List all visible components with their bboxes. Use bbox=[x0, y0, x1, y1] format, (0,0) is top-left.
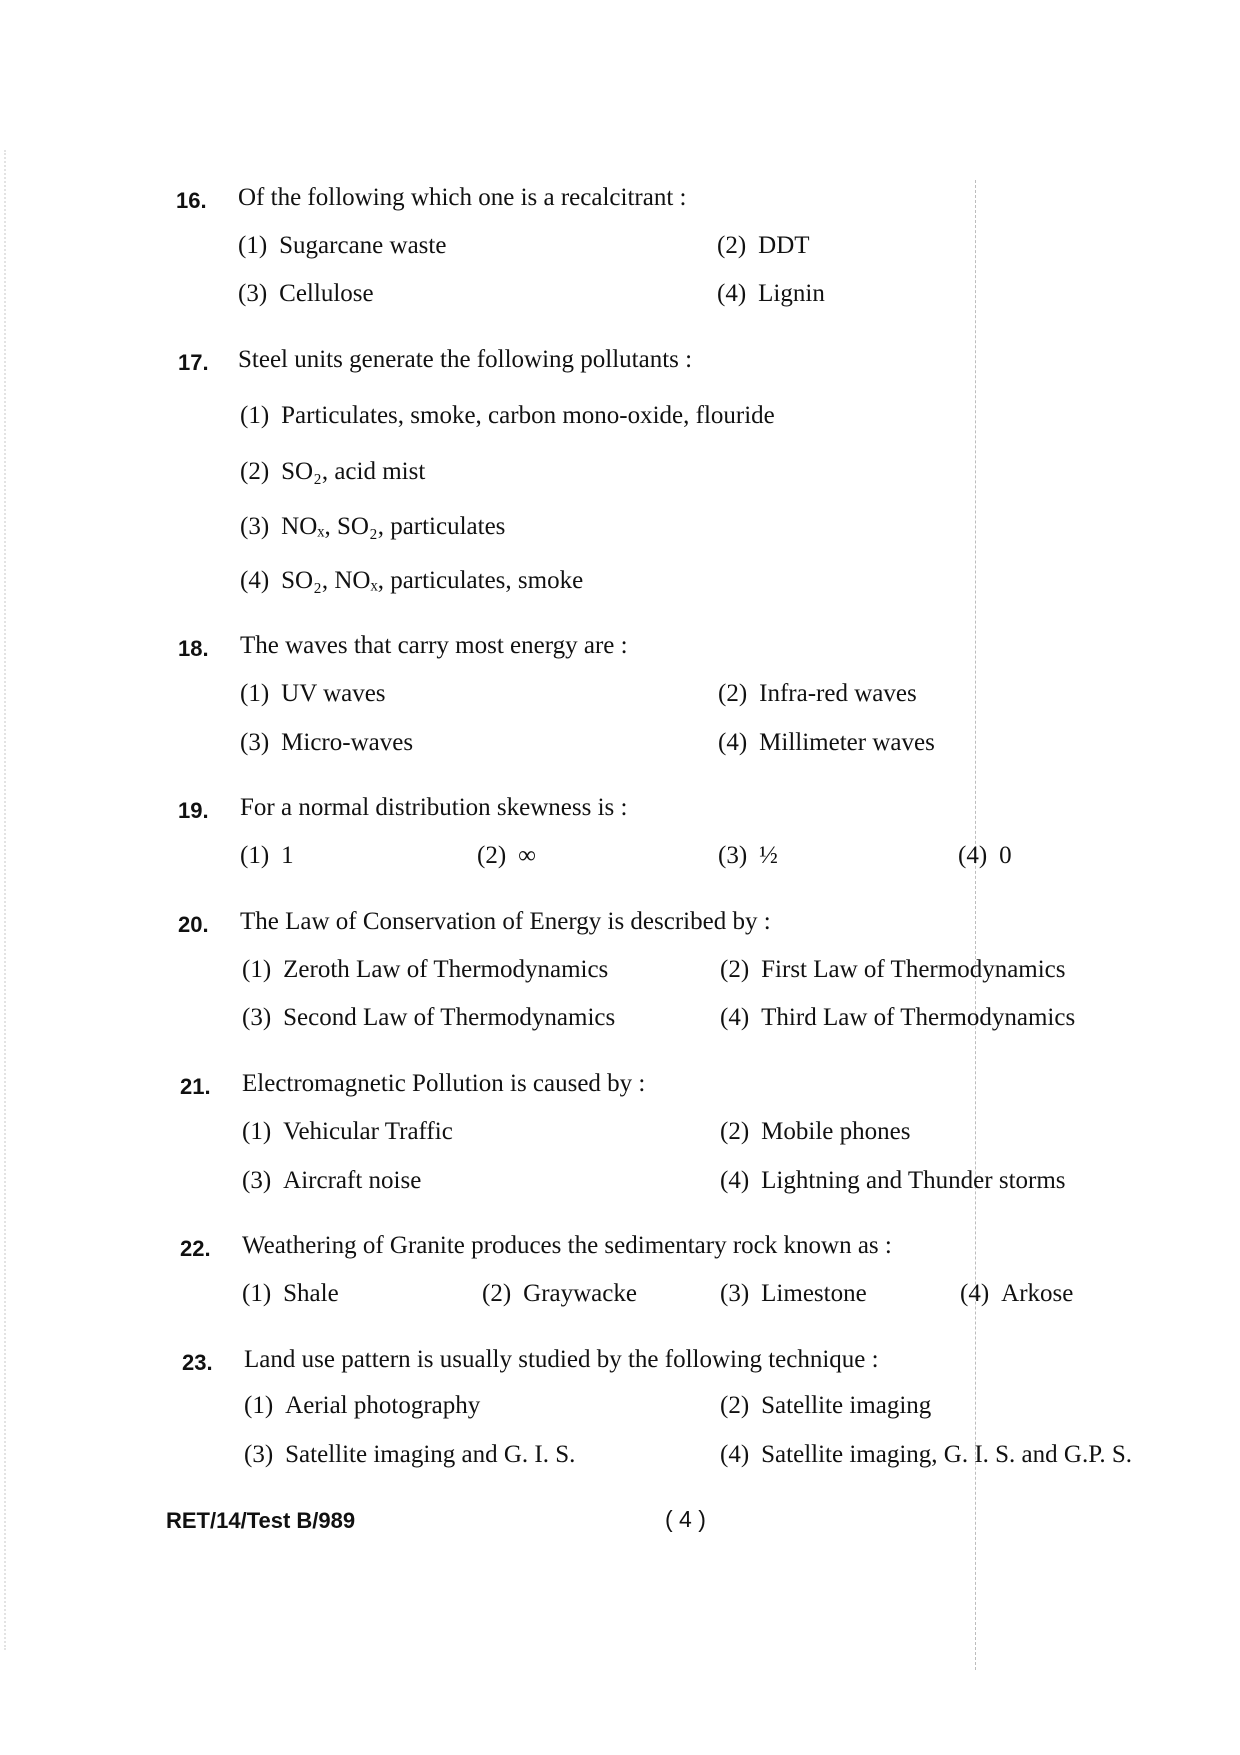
option-text: Satellite imaging bbox=[761, 1392, 932, 1419]
page-number: ( 4 ) bbox=[665, 1506, 706, 1532]
option-text: Third Law of Thermodynamics bbox=[761, 1004, 1076, 1031]
option-text: Micro-waves bbox=[281, 729, 414, 756]
option-2[interactable] bbox=[240, 458, 425, 486]
option-text: Mobile phones bbox=[761, 1118, 911, 1145]
question-number: 18. bbox=[178, 636, 209, 661]
option-number: (4) bbox=[720, 1004, 750, 1031]
option-text: 0 bbox=[999, 842, 1012, 869]
option-text: Particulates, smoke, carbon mono-oxide, flouride bbox=[281, 402, 775, 429]
option-4[interactable] bbox=[960, 1280, 1073, 1308]
option-2[interactable] bbox=[720, 1118, 910, 1146]
option-4[interactable] bbox=[718, 729, 935, 757]
option-3[interactable] bbox=[244, 1441, 575, 1469]
question-20 bbox=[0, 908, 1240, 1031]
option-3[interactable] bbox=[720, 1280, 867, 1308]
option-1[interactable] bbox=[240, 402, 775, 430]
option-number: (4) bbox=[240, 567, 270, 594]
option-number: (3) bbox=[240, 729, 270, 756]
option-number: (4) bbox=[718, 729, 748, 756]
option-1[interactable] bbox=[242, 1118, 453, 1146]
question-number: 21. bbox=[180, 1074, 211, 1099]
option-number: (3) bbox=[240, 513, 270, 540]
question-text: The Law of Conservation of Energy is described by : bbox=[240, 908, 771, 935]
question-text: Steel units generate the following pollutants : bbox=[238, 346, 693, 373]
option-number: (1) bbox=[238, 232, 268, 259]
option-3[interactable] bbox=[240, 513, 505, 541]
question-18 bbox=[0, 632, 1240, 756]
option-4[interactable] bbox=[720, 1441, 1132, 1469]
option-text: Vehicular Traffic bbox=[283, 1118, 453, 1145]
option-number: (4) bbox=[720, 1441, 750, 1468]
question-21 bbox=[0, 1070, 1240, 1194]
option-text: Infra-red waves bbox=[759, 680, 917, 707]
option-text: 1 bbox=[281, 842, 294, 869]
option-4[interactable] bbox=[720, 1167, 1066, 1195]
option-text: NOₓ, SO₂, particulates bbox=[281, 513, 506, 540]
option-number: (2) bbox=[720, 1392, 750, 1419]
option-text: Lignin bbox=[758, 280, 825, 307]
option-text: Satellite imaging and G. I. S. bbox=[285, 1441, 576, 1468]
option-number: (4) bbox=[960, 1280, 990, 1307]
question-text: Weathering of Granite produces the sedimentary rock known as : bbox=[242, 1232, 892, 1259]
option-2[interactable] bbox=[718, 680, 917, 708]
paper-code: RET/14/Test B/989 bbox=[166, 1508, 356, 1533]
option-number: (4) bbox=[720, 1167, 750, 1194]
option-number: (3) bbox=[720, 1280, 750, 1307]
option-2[interactable] bbox=[717, 232, 810, 260]
option-3[interactable] bbox=[238, 280, 374, 308]
option-number: (1) bbox=[240, 402, 270, 429]
question-number: 20. bbox=[178, 912, 209, 937]
option-3[interactable] bbox=[242, 1167, 421, 1195]
option-1[interactable] bbox=[242, 956, 608, 984]
option-number: (4) bbox=[958, 842, 988, 869]
option-text: Limestone bbox=[761, 1280, 867, 1307]
option-number: (2) bbox=[482, 1280, 512, 1307]
option-number: (3) bbox=[718, 842, 748, 869]
option-text: Millimeter waves bbox=[759, 729, 935, 756]
option-1[interactable] bbox=[238, 232, 446, 260]
question-text: Of the following which one is a recalcitrant : bbox=[238, 184, 687, 211]
option-text: ½ bbox=[759, 842, 778, 869]
scan-edge-marks bbox=[4, 150, 6, 1650]
option-2[interactable] bbox=[477, 842, 536, 870]
option-text: Aerial photography bbox=[285, 1392, 481, 1419]
option-text: Zeroth Law of Thermodynamics bbox=[283, 956, 609, 983]
option-4[interactable] bbox=[717, 280, 825, 308]
option-number: (2) bbox=[718, 680, 748, 707]
option-text: Lightning and Thunder storms bbox=[761, 1167, 1066, 1194]
option-number: (2) bbox=[720, 956, 750, 983]
option-text: Second Law of Thermodynamics bbox=[283, 1004, 616, 1031]
question-text: For a normal distribution skewness is : bbox=[240, 794, 628, 821]
option-number: (1) bbox=[240, 842, 270, 869]
option-number: (3) bbox=[242, 1004, 272, 1031]
option-text: Cellulose bbox=[279, 280, 374, 307]
question-16 bbox=[0, 184, 1240, 307]
option-number: (3) bbox=[244, 1441, 274, 1468]
question-text: Electromagnetic Pollution is caused by : bbox=[242, 1070, 646, 1097]
option-3[interactable] bbox=[240, 729, 413, 757]
option-4[interactable] bbox=[240, 567, 583, 595]
option-text: SO₂, acid mist bbox=[281, 458, 426, 485]
option-number: (1) bbox=[244, 1392, 274, 1419]
option-4[interactable] bbox=[958, 842, 1012, 870]
option-1[interactable] bbox=[240, 842, 294, 870]
question-number: 22. bbox=[180, 1236, 211, 1261]
question-22 bbox=[0, 1232, 1240, 1307]
option-text: UV waves bbox=[281, 680, 386, 707]
option-number: (2) bbox=[477, 842, 507, 869]
question-19 bbox=[0, 794, 1240, 869]
option-number: (1) bbox=[242, 956, 272, 983]
option-text: Shale bbox=[283, 1280, 339, 1307]
question-23 bbox=[0, 1346, 1240, 1468]
option-text: Arkose bbox=[1001, 1280, 1074, 1307]
option-3[interactable] bbox=[718, 842, 778, 870]
question-number: 23. bbox=[182, 1350, 213, 1375]
option-text: Satellite imaging, G. I. S. and G.P. S. bbox=[761, 1441, 1132, 1468]
option-text: Aircraft noise bbox=[283, 1167, 422, 1194]
question-number: 17. bbox=[178, 350, 209, 375]
option-text: First Law of Thermodynamics bbox=[761, 956, 1066, 983]
option-text: DDT bbox=[758, 232, 810, 259]
question-number: 19. bbox=[178, 798, 209, 823]
option-number: (3) bbox=[242, 1167, 272, 1194]
option-text: Graywacke bbox=[523, 1280, 637, 1307]
question-text: The waves that carry most energy are : bbox=[240, 632, 628, 659]
option-number: (2) bbox=[717, 232, 747, 259]
option-1[interactable] bbox=[240, 680, 386, 708]
option-2[interactable] bbox=[720, 956, 1066, 984]
option-3[interactable] bbox=[242, 1004, 615, 1032]
option-number: (1) bbox=[240, 680, 270, 707]
option-number: (4) bbox=[717, 280, 747, 307]
option-text: ∞ bbox=[518, 842, 536, 869]
option-number: (1) bbox=[242, 1118, 272, 1145]
option-text: Sugarcane waste bbox=[279, 232, 447, 259]
question-text: Land use pattern is usually studied by the following technique : bbox=[244, 1346, 879, 1373]
option-1[interactable] bbox=[242, 1280, 339, 1308]
question-17 bbox=[0, 346, 1240, 594]
option-4[interactable] bbox=[720, 1004, 1075, 1032]
question-number: 16. bbox=[176, 188, 207, 213]
option-number: (3) bbox=[238, 280, 268, 307]
option-number: (2) bbox=[240, 458, 270, 485]
option-number: (2) bbox=[720, 1118, 750, 1145]
option-2[interactable] bbox=[482, 1280, 637, 1308]
option-2[interactable] bbox=[720, 1392, 931, 1420]
option-1[interactable] bbox=[244, 1392, 480, 1420]
option-number: (1) bbox=[242, 1280, 272, 1307]
option-text: SO₂, NOₓ, particulates, smoke bbox=[281, 567, 584, 594]
